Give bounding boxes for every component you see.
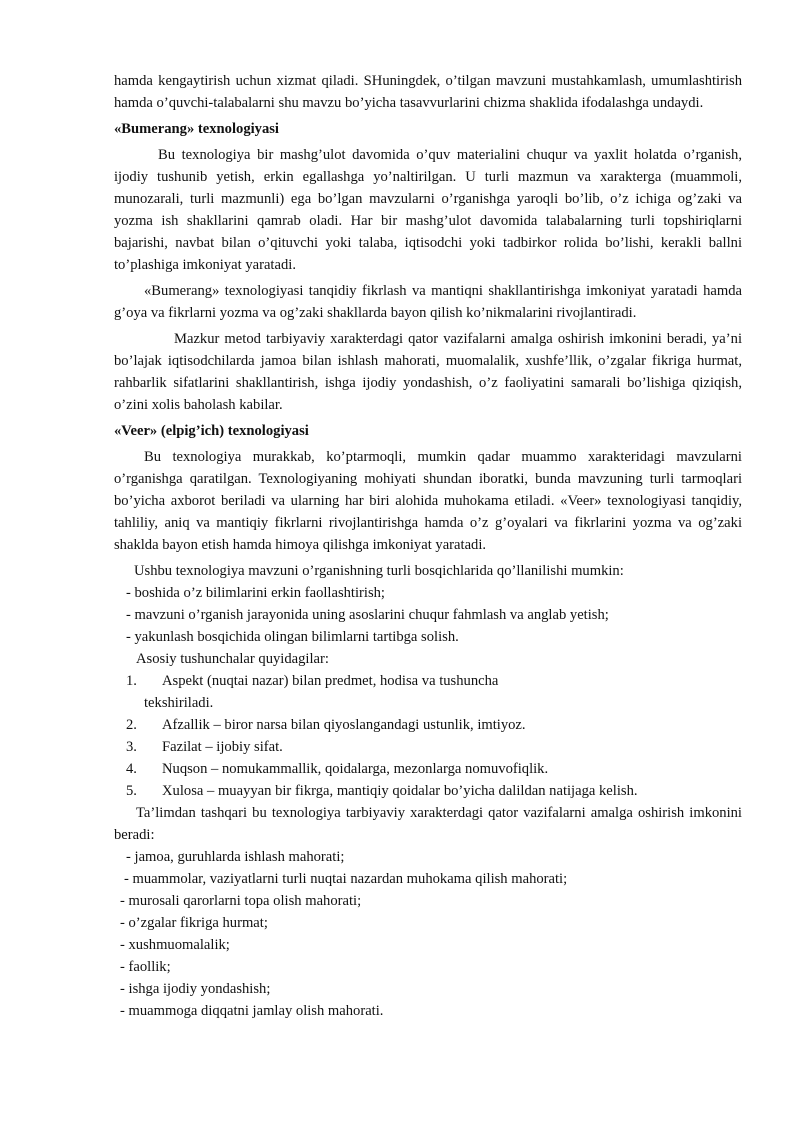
concept-item — [114, 780, 742, 802]
skill-item: - ishga ijodiy yondashish; — [120, 981, 271, 997]
stage-item: - yakunlash bosqichida olingan bilimlarni tartibga solish. — [126, 629, 459, 645]
concepts-list — [114, 670, 742, 802]
stage-item: - boshida o’z bilimlarini erkin faollashtirish; — [126, 585, 385, 601]
heading-veer: «Veer» (elpig’ich) texnologiyasi — [114, 423, 309, 439]
concept-text: Nuqson – nomukammallik, qoidalarga, mezonlarga nomuvofiqlik. — [162, 761, 549, 777]
concept-text: Fazilat – ijobiy sifat. — [162, 739, 283, 755]
concept-text: Aspekt (nuqtai nazar) bilan predmet, hodisa va tushuncha — [162, 673, 499, 689]
document-page — [114, 70, 742, 1022]
concept-item — [114, 670, 742, 692]
concept-number: 3. — [126, 739, 137, 755]
concept-number: 1. — [126, 673, 137, 689]
paragraph-veer-educational: Ta’limdan tashqari bu texnologiya tarbiyaviy xarakterdagi qator vazifalarni amalga oshirish imkonini beradi: — [114, 805, 742, 843]
skill-item: - faollik; — [120, 959, 171, 975]
concept-text: Xulosa – muayyan bir fikrga, mantiqiy qoidalar bo’yicha dalildan natijaga kelish. — [162, 783, 638, 799]
skill-item: - muammolar, vaziyatlarni turli nuqtai nazardan muhokama qilish mahorati; — [124, 871, 568, 887]
skill-item: - o’zgalar fikriga hurmat; — [120, 915, 268, 931]
skill-item: - muammoga diqqatni jamlay olish mahorati. — [120, 1003, 384, 1019]
paragraph-bumerang-critical-thinking: «Bumerang» texnologiyasi tanqidiy fikrlash va mantiqni shakllantirishga imkoniyat yaratadi hamda g’oya va fikrlarni yozma va og’zaki shakllarda bayon qilish ko’nikmalarini rivojlantiradi. — [114, 283, 742, 321]
skill-item: - xushmuomalalik; — [120, 937, 230, 953]
stage-item: - mavzuni o’rganish jarayonida uning asoslarini chuqur fahmlash va anglab yetish; — [126, 607, 609, 623]
concept-text: Afzallik – biror narsa bilan qiyoslangandagi ustunlik, imtiyoz. — [162, 717, 526, 733]
concept-number: 4. — [126, 761, 137, 777]
concept-text-continuation: tekshiriladi. — [144, 695, 214, 711]
concept-item — [114, 714, 742, 736]
paragraph-bumerang-description: Bu texnologiya bir mashg’ulot davomida o’quv materialini chuqur va yaxlit holatda o’rganish, ijodiy tushunib yetish, erkin egallashga yo’naltirilgan. U turli mazmun va xarakterga (muammoli, munozarali, turli mazmunli) ega bo’lgan mavzularni o’rganishga yaroqli bo’lib, o’z ichiga og’zaki va yozma ish shakllarini qamrab oladi. Har bir mashg’ulot davomida talabalarning turli topshiriqlarni bajarishi, navbat bilan o’qituvchi yoki talaba, iqtisodchi yoki tadbirkor rolida bo’lishi, kerakli ballni to’plashiga imkoniyat yaratadi. — [114, 147, 742, 273]
skill-item: - murosali qarorlarni topa olish mahorati; — [120, 893, 362, 909]
stages-list — [114, 582, 742, 648]
skills-list — [114, 846, 742, 1022]
concept-item — [114, 758, 742, 780]
paragraph-intro: hamda kengaytirish uchun xizmat qiladi. SHuningdek, o’tilgan mavzuni mustahkamlash, umumlashtirish hamda o’quvchi-talabalarni shu mavzu bo’yicha tasavvurlarini chizma shaklida ifodalashga undaydi. — [114, 73, 742, 111]
concepts-intro: Asosiy tushunchalar quyidagilar: — [136, 651, 329, 667]
paragraph-bumerang-educational: Mazkur metod tarbiyaviy xarakterdagi qator vazifalarni amalga oshirish imkonini beradi, ya’ni bo’lajak iqtisodchilarda jamoa bilan ishlash mahorati, muomalalik, xushfe’llik, o’zgalar fikriga hurmat, rahbarlik sifatlarini shakllantirish, ishga ijodiy yondashish, o’z faoliyatini samarali bo’lishiga qiziqish, o’zini xolis baholash kabilar. — [114, 331, 742, 413]
skill-item: - jamoa, guruhlarda ishlash mahorati; — [126, 849, 345, 865]
paragraph-veer-description: Bu texnologiya murakkab, ko’ptarmoqli, mumkin qadar muammo xarakteridagi mavzularni o’rganishga qaratilgan. Texnologiyaning mohiyati shundan iboratki, bunda mavzuning turli tarmoqlari bo’yicha axborot beriladi va ularning har biri alohida muhokama etiladi. «Veer» texnologiyasi tanqidiy, tahliliy, aniq va mantiqiy fikrlarni rivojlantirishga hamda o’z g’oyalari va fikrlarini yozma va og’zaki shaklda bayon etish hamda himoya qilishga imkoniyat yaratadi. — [114, 449, 742, 553]
heading-bumerang: «Bumerang» texnologiyasi — [114, 121, 279, 137]
paragraph-veer-stages-intro: Ushbu texnologiya mavzuni o’rganishning turli bosqichlarida qo’llanilishi mumkin: — [134, 563, 624, 579]
concept-number: 2. — [126, 717, 137, 733]
concept-item — [114, 736, 742, 758]
concept-number: 5. — [126, 783, 137, 799]
